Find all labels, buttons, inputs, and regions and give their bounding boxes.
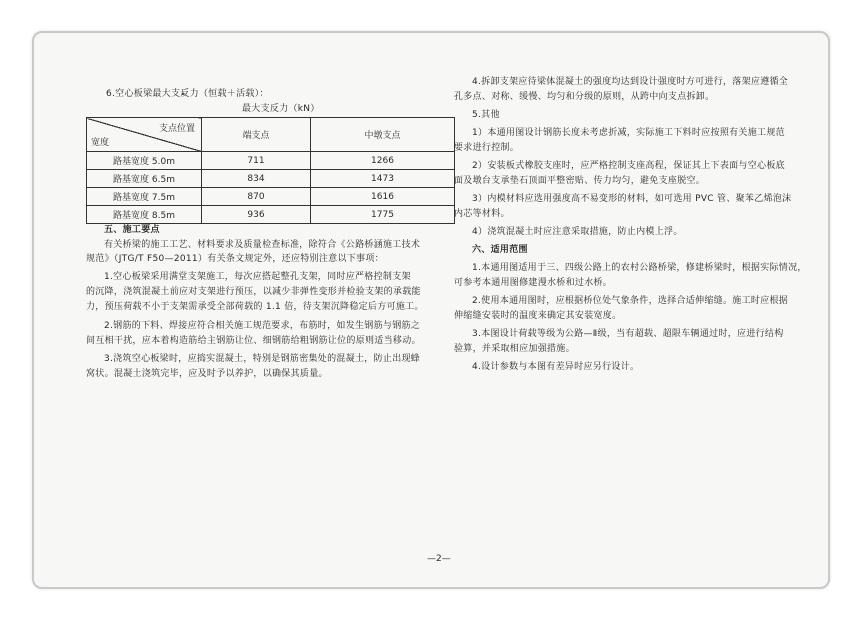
section-6-heading: 六、适用范围 — [472, 245, 528, 255]
paragraph-line: 5.其他 — [472, 110, 500, 120]
document-page — [32, 31, 830, 589]
header-mid-support: 中墩支点 — [310, 118, 454, 152]
row-label: 路基宽度 8.5m — [87, 206, 202, 224]
paragraph-line: 1）本通用图设计钢筋长度未考虑折减，实际施工下料时应按照有关施工规范 — [472, 128, 785, 138]
paragraph-line: 窝状。混凝土浇筑完毕，应及时予以养护，以确保其质量。 — [86, 369, 328, 379]
paragraph-line: 1.本通用图适用于三、四级公路上的农村公路桥梁，修建桥梁时，根据实际情况， — [472, 263, 807, 273]
paragraph-line: 3.本图设计荷载等级为公路—Ⅱ级，当有超载、超限车辆通过时，应进行结构 — [472, 329, 784, 339]
paragraph-line: 规范》（JTG/T F50—2011）有关条文规定外，还应特别注意以下事项： — [86, 254, 384, 264]
paragraph-line: 验算，并采取相应加强措施。 — [454, 344, 575, 354]
end-support-value: 870 — [202, 188, 311, 206]
paragraph-line: 2）安装板式橡胶支座时，应严格控制支座高程，保证其上下表面与空心板底 — [472, 161, 785, 171]
paragraph-line: 伸缩缝安装时的温度来确定其安装宽度。 — [454, 311, 622, 321]
mid-support-value: 1473 — [310, 170, 454, 188]
end-support-value: 834 — [202, 170, 311, 188]
paragraph-line: 2.使用本通用图时，应根据桥位处气象条件，选择合适伸缩缝。施工时应根据 — [472, 296, 789, 306]
reaction-table — [86, 117, 455, 224]
paragraph-line: 内芯等材料。 — [454, 209, 510, 219]
row-label: 路基宽度 5.0m — [87, 152, 202, 170]
paragraph-line: 2.钢筋的下料、焊接应符合相关施工规范要求，布筋时，如发生钢筋与钢筋之 — [104, 321, 421, 331]
row-label: 路基宽度 6.5m — [87, 170, 202, 188]
mid-support-value: 1266 — [310, 152, 454, 170]
paragraph-line: 力，预压荷载不小于支架需承受全部荷载的 1.1 倍，待支架沉降稳定后方可施工。 — [86, 302, 424, 312]
header-end-support: 端支点 — [202, 118, 311, 152]
mid-support-value: 1616 — [310, 188, 454, 206]
paragraph-line: 有关桥梁的施工工艺、材料要求及质量检查标准，除符合《公路桥涵施工技术 — [104, 240, 421, 250]
paragraph-line: 3.浇筑空心板梁时，应捣实混凝土，特别是钢筋密集处的混凝土，防止出现蜂 — [104, 354, 421, 364]
paragraph-line: 1.空心板梁采用满堂支架施工，每次应搭起整孔支架，同时应严格控制支架 — [104, 272, 411, 282]
header-position-label: 支点位置 — [158, 124, 195, 134]
paragraph-line: 4）浇筑混凝土时应注意采取措施，防止内模上浮。 — [472, 227, 683, 237]
paragraph-line: 要求进行控制。 — [454, 143, 520, 153]
header-width-label: 宽度 — [91, 138, 110, 148]
table-header-row — [87, 118, 455, 152]
paragraph-line: 面及墩台支承垫石顶面平整密贴、传力均匀，避免支座脱空。 — [454, 176, 706, 186]
paragraph-line: 4.设计参数与本图有差异时应另行设计。 — [472, 362, 640, 372]
paragraph-line: 的沉降，浇筑混凝土前应对支架进行预压，以减少非弹性变形并检验支架的承载能 — [86, 287, 421, 297]
mid-support-value: 1775 — [310, 206, 454, 224]
section-6-title: 6.空心板梁最大支反力（恒载＋活载）： — [106, 89, 269, 99]
paragraph-line: 4.拆卸支架应待梁体混凝土的强度均达到设计强度时方可进行，落架应遵循全 — [472, 77, 789, 87]
page-number: —2— — [427, 554, 451, 564]
end-support-value: 936 — [202, 206, 311, 224]
table-row — [87, 170, 455, 188]
table-row — [87, 206, 455, 224]
table-row — [87, 188, 455, 206]
table-row — [87, 152, 455, 170]
table-caption: 最大支反力（kN） — [242, 104, 320, 114]
row-label: 路基宽度 7.5m — [87, 188, 202, 206]
table-header-diagonal — [87, 118, 202, 152]
paragraph-line: 3）内模材料应选用强度高不易变形的材料，如可选用 PVC 管、聚苯乙烯泡沫 — [472, 194, 792, 204]
paragraph-line: 孔多点、对称、缓慢、均匀和分级的原则，从跨中向支点拆卸。 — [454, 92, 715, 102]
paragraph-line: 间互相干扰，应本着构造筋给主钢筋让位、细钢筋给粗钢筋让位的原则适当移动。 — [86, 336, 421, 346]
section-5-heading: 五、施工要点 — [104, 225, 160, 235]
end-support-value: 711 — [202, 152, 311, 170]
paragraph-line: 可参考本通用图修建漫水桥和过水桥。 — [454, 278, 613, 288]
